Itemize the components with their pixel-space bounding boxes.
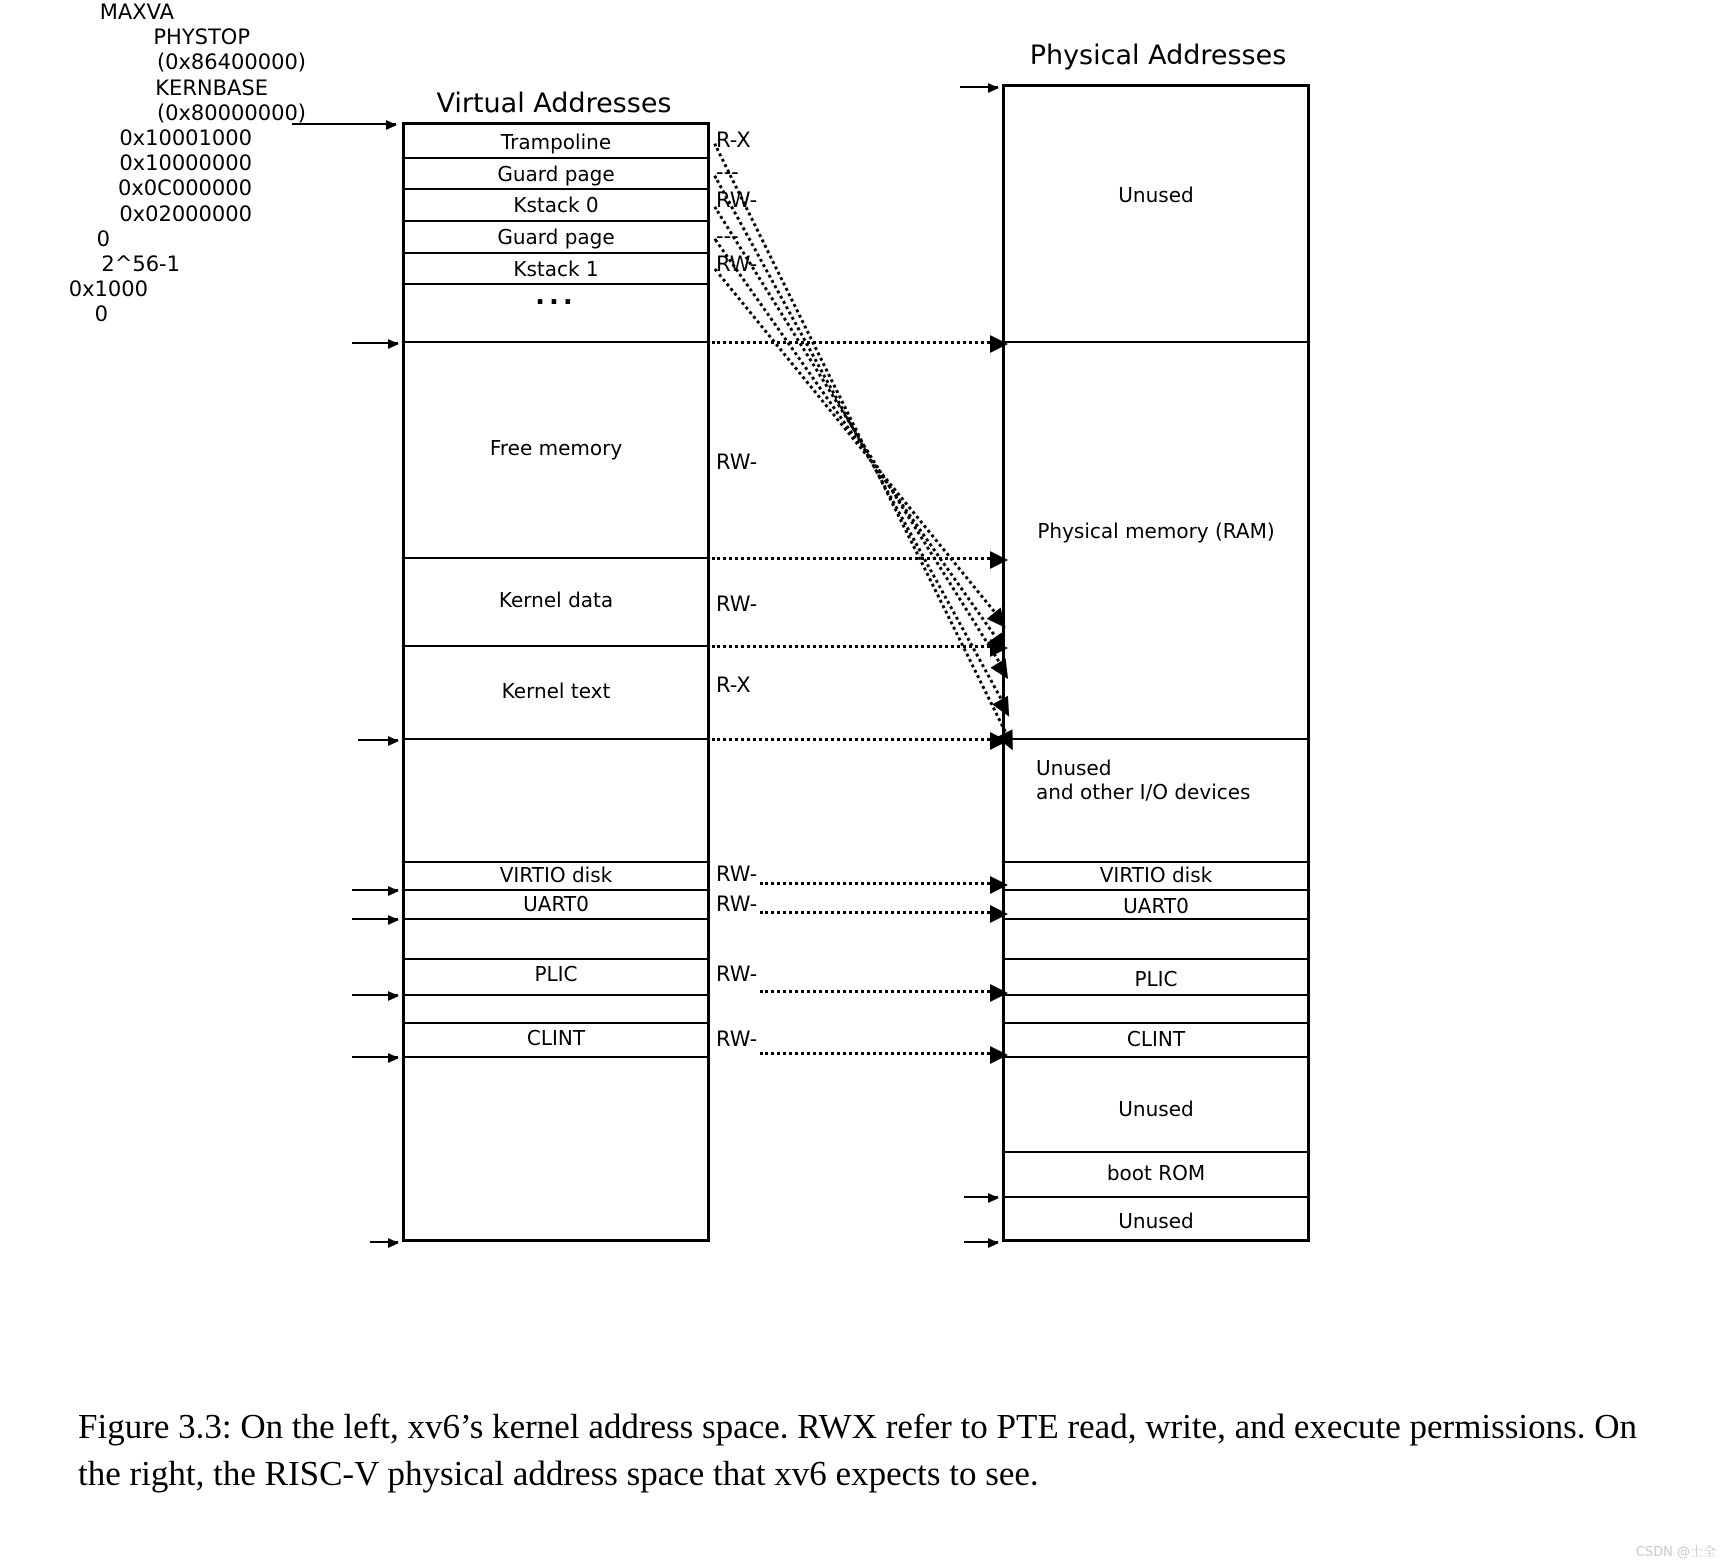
physical-region-unused-io: [1036, 757, 1316, 804]
virtual-perm-free-memory: RW-: [716, 450, 758, 474]
virtual-divider-uart0-bottom: [402, 918, 710, 920]
physical-pointer-2^56-1: [960, 86, 998, 88]
physical-column-title: Physical Addresses: [1029, 40, 1287, 71]
physical-region-unused-top: Unused: [1118, 183, 1194, 207]
physical-region-unused-mid: Unused: [1118, 1097, 1194, 1121]
virtual-pointer-0x02000000: [352, 1056, 398, 1058]
virtual-pointer-phystop: [352, 342, 398, 344]
physical-divider-plic-top: [1002, 958, 1310, 960]
virtual-divider-trampoline-bottom: [402, 157, 710, 159]
virtual-perm-plic: RW-: [716, 962, 758, 986]
virtual-pointer-zero: [370, 1241, 398, 1243]
physical-pointer-zero: [964, 1241, 998, 1243]
virtual-pointer-kernbase: [358, 739, 398, 741]
map-line-virtio-disk: [760, 882, 996, 885]
physical-divider-virtio-bottom: [1002, 889, 1310, 891]
physical-axis-label-2^56-1: 2^56-1: [101, 251, 180, 276]
virtual-pointer-0x10000000: [352, 918, 398, 920]
virtual-perm-clint: RW-: [716, 1027, 758, 1051]
virtual-region-uart0: UART0: [523, 892, 589, 916]
virtual-column-title: Virtual Addresses: [436, 88, 672, 119]
physical-divider-bootrom-bottom: [1002, 1196, 1310, 1198]
map-line-phystop: [712, 341, 996, 344]
virtual-perm-kstack-1: RW-: [716, 252, 758, 276]
virtual-axis-label-zero: 0: [96, 226, 110, 251]
physical-divider-unused-bottom: [1002, 341, 1310, 343]
virtual-perm-kstack-0: RW-: [716, 188, 758, 212]
map-line-kernbase: [712, 738, 996, 741]
map-line-kernel-data: [712, 645, 996, 648]
virtual-pointer-0x10001000: [352, 889, 398, 891]
figure-caption: Figure 3.3: On the left, xv6’s kernel address space. RWX refer to PTE read, write, and execute permissions. On the right, the RISC-V physical address space that xv6 expects to see.: [78, 1407, 1638, 1493]
virtual-perm-uart0: RW-: [716, 892, 758, 916]
physical-region-plic: PLIC: [1134, 967, 1178, 991]
physical-region-boot-rom: boot ROM: [1106, 1161, 1206, 1185]
physical-divider-clint-bottom: [1002, 1056, 1310, 1058]
virtual-divider-plic-bottom: [402, 994, 710, 996]
virtual-axis-label-maxva: MAXVA: [99, 0, 174, 24]
physical-pointer-0x1000: [964, 1196, 998, 1198]
physical-divider-bootrom-top: [1002, 1151, 1310, 1153]
physical-region-unused-io-line1: Unused: [1036, 756, 1112, 780]
virtual-divider-freemem-bottom: [402, 557, 710, 559]
virtual-divider-clint-bottom: [402, 1056, 710, 1058]
virtual-divider-phystop: [402, 341, 710, 343]
virtual-axis-label-0x02000000: 0x02000000: [119, 201, 252, 226]
virtual-region-kstack-0: Kstack 0: [513, 193, 599, 217]
virtual-divider-clint-top: [402, 1022, 710, 1024]
physical-region-clint: CLINT: [1126, 1027, 1186, 1051]
physical-region-uart0: UART0: [1123, 894, 1189, 918]
virtual-divider-guard0-bottom: [402, 188, 710, 190]
virtual-region-plic: PLIC: [534, 962, 578, 986]
virtual-axis-label-phystop-hex: (0x86400000): [156, 50, 306, 75]
physical-divider-clint-top: [1002, 1022, 1310, 1024]
virtual-divider-kerneldata-bottom: [402, 645, 710, 647]
virtual-perm-guard-page-0: ---: [716, 160, 739, 184]
virtual-region-trampoline: Trampoline: [500, 130, 612, 154]
virtual-region-clint: CLINT: [526, 1026, 586, 1050]
physical-region-ram: Physical memory (RAM): [1037, 519, 1275, 543]
virtual-perm-trampoline: R-X: [716, 128, 751, 152]
physical-region-unused-bottom: Unused: [1118, 1209, 1194, 1233]
physical-divider-ram-bottom: [1002, 738, 1310, 740]
virtual-perm-kernel-text: R-X: [716, 673, 751, 697]
virtual-region-kstack-1: Kstack 1: [513, 257, 599, 281]
virtual-axis-label-0x10001000: 0x10001000: [119, 125, 252, 150]
virtual-divider-plic-top: [402, 958, 710, 960]
virtual-divider-guard1-bottom: [402, 252, 710, 254]
physical-region-unused-io-line2: and other I/O devices: [1036, 779, 1251, 804]
virtual-divider-virtio-bottom: [402, 889, 710, 891]
map-line-uart0: [760, 911, 996, 914]
physical-divider-plic-bottom: [1002, 994, 1310, 996]
virtual-region-virtio-disk: VIRTIO disk: [499, 863, 613, 887]
virtual-region-kernel-text: Kernel text: [501, 679, 611, 703]
virtual-axis-label-kernbase-hex: (0x80000000): [156, 100, 306, 125]
physical-address-column: [1002, 84, 1310, 1242]
virtual-pointer-maxva: [292, 123, 396, 125]
virtual-axis-label-kernbase: KERNBASE: [155, 75, 268, 100]
virtual-axis-label-0x10000000: 0x10000000: [119, 151, 252, 176]
physical-axis-label-0x1000: 0x1000: [68, 277, 148, 302]
virtual-region-kernel-data: Kernel data: [498, 588, 614, 612]
virtual-region-free-memory: Free memory: [489, 436, 623, 460]
virtual-perm-guard-page-1: ---: [716, 224, 739, 248]
virtual-region-guard-page-1: Guard page: [497, 225, 615, 249]
virtual-pointer-0x0c000000: [352, 994, 398, 996]
map-line-plic: [760, 990, 996, 993]
virtual-region-ellipsis: ...: [535, 281, 577, 311]
physical-region-virtio-disk: VIRTIO disk: [1099, 863, 1213, 887]
virtual-perm-kernel-data: RW-: [716, 592, 758, 616]
virtual-divider-kstack0-bottom: [402, 220, 710, 222]
watermark: CSDN @士全: [1635, 1545, 1716, 1560]
virtual-divider-kernbase: [402, 738, 710, 740]
map-line-clint: [760, 1052, 996, 1055]
virtual-axis-label-0x0c000000: 0x0C000000: [118, 176, 252, 201]
virtual-axis-label-phystop: PHYSTOP: [153, 25, 250, 50]
physical-axis-label-zero: 0: [94, 302, 108, 327]
virtual-perm-virtio-disk: RW-: [716, 862, 758, 886]
virtual-region-guard-page-0: Guard page: [497, 162, 615, 186]
map-diagonal-kstack-1: [714, 268, 999, 617]
